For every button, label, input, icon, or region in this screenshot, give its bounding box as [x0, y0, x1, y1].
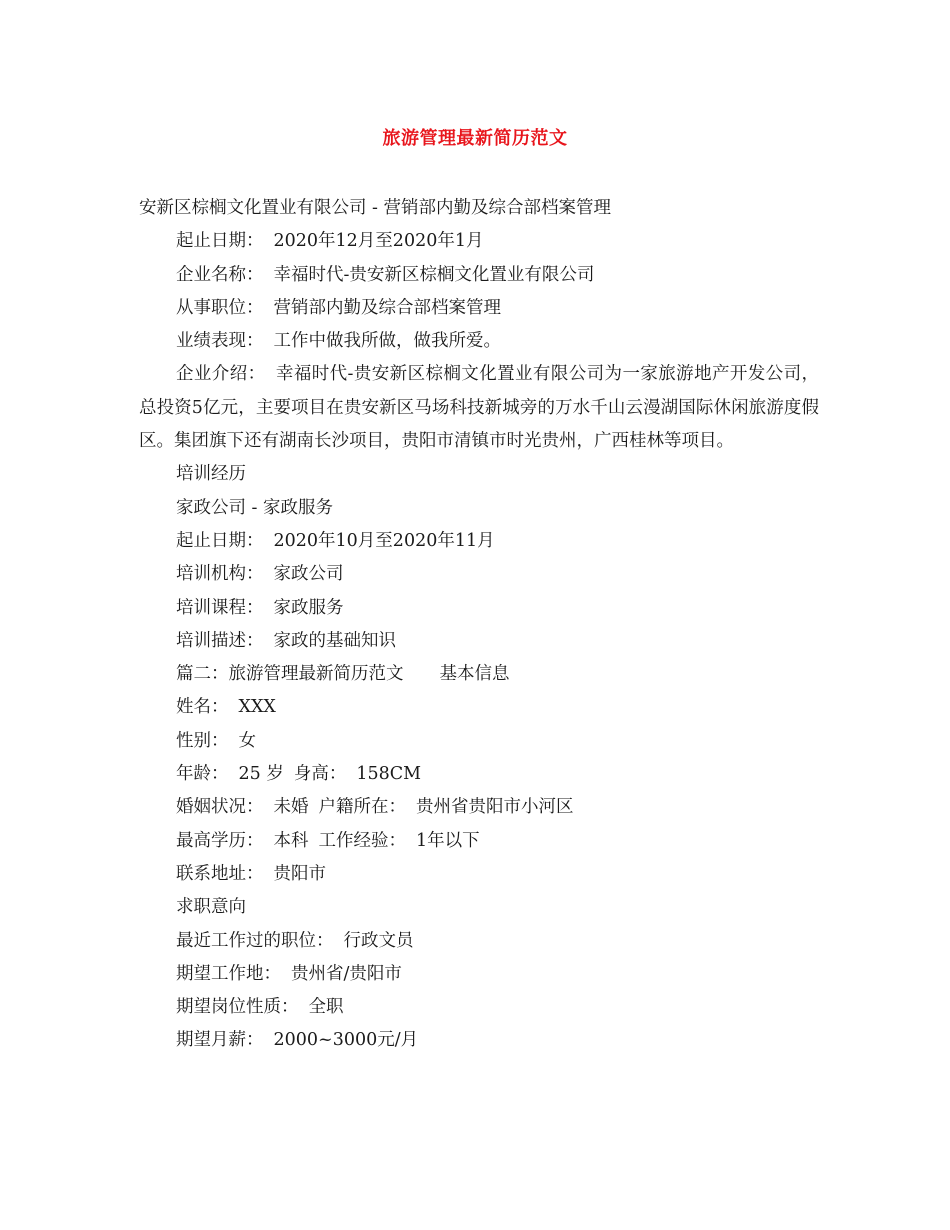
job-position-row — [139, 292, 819, 325]
recent-position-value: 行政文员 — [343, 930, 414, 951]
training-period-label: 起止日期： — [176, 530, 264, 551]
job-heading: 安新区棕榈文化置业有限公司 - 营销部内勤及综合部档案管理 — [139, 198, 612, 218]
training-course-row — [139, 592, 819, 625]
age-label: 年龄： — [176, 764, 229, 785]
job-company-row — [139, 259, 819, 292]
expected-salary-label: 期望月薪： — [176, 1030, 264, 1051]
exp-value: 1年以下 — [416, 830, 480, 851]
recent-position-label: 最近工作过的职位： — [176, 930, 334, 951]
training-org-value: 家政公司 — [273, 564, 344, 585]
training-org-row — [139, 558, 819, 591]
training-desc-label: 培训描述： — [176, 630, 264, 651]
hukou-value: 贵州省贵阳市小河区 — [416, 797, 574, 818]
hukou-label: 户籍所在： — [318, 797, 406, 818]
edu-value: 本科 — [273, 830, 309, 851]
job-position-value: 营销部内勤及综合部档案管理 — [273, 297, 501, 318]
job-period-row — [139, 225, 819, 258]
training-course-label: 培训课程： — [176, 597, 264, 618]
job-performance-label: 业绩表现： — [176, 331, 264, 352]
job-intro-label: 企业介绍： — [176, 364, 266, 385]
job-period-value: 2020年12月至2020年1月 — [273, 231, 484, 252]
expected-location-label: 期望工作地： — [176, 963, 281, 984]
expected-location-value: 贵州省/贵阳市 — [291, 963, 402, 984]
marital-hukou-row — [139, 791, 819, 824]
job-period-label: 起止日期： — [176, 231, 264, 252]
job-position-label: 从事职位： — [176, 297, 264, 318]
gender-value: 女 — [238, 730, 256, 751]
part2-heading: 篇二：旅游管理最新简历范文 — [176, 664, 404, 685]
height-value: 158CM — [356, 764, 422, 785]
job-nature-row — [139, 991, 819, 1024]
recent-position-row — [139, 925, 819, 958]
edu-exp-row — [139, 825, 819, 858]
gender-label: 性别： — [176, 730, 229, 751]
part2-heading-row — [139, 658, 819, 691]
marital-value: 未婚 — [273, 797, 309, 818]
job-nature-value: 全职 — [308, 997, 344, 1018]
job-intro-paragraph — [139, 358, 819, 458]
marital-label: 婚姻状况： — [176, 797, 264, 818]
expected-salary-row — [139, 1024, 819, 1057]
name-label: 姓名： — [176, 697, 229, 718]
name-row — [139, 691, 819, 724]
job-company-label: 企业名称： — [176, 264, 264, 285]
training-item-heading: 家政公司 - 家政服务 — [176, 497, 334, 518]
address-row — [139, 858, 819, 891]
gender-row — [139, 725, 819, 758]
expected-salary-value: 2000~3000元/月 — [273, 1030, 419, 1051]
height-label: 身高： — [293, 764, 347, 785]
address-value: 贵阳市 — [273, 863, 326, 884]
address-label: 联系地址： — [176, 863, 264, 884]
job-intro-value: 幸福时代-贵安新区棕榈文化置业有限公司为一家旅游地产开发公司，总投资5亿元，主要项目在贵安新区马场科技新城旁的万水千山云漫湖国际休闲旅游度假区。集团旗下还有湖南长沙项目，贵阳市清镇市时光贵州，广西桂林等项目。 — [139, 364, 819, 452]
part2-sub-heading: 基本信息 — [439, 664, 510, 685]
job-nature-label: 期望岗位性质： — [176, 997, 299, 1018]
age-value: 25 岁 — [238, 764, 284, 785]
intent-heading: 求职意向 — [176, 897, 246, 918]
expected-location-row — [139, 958, 819, 991]
job-performance-row — [139, 325, 819, 358]
job-company-value: 幸福时代-贵安新区棕榈文化置业有限公司 — [273, 264, 595, 285]
job-performance-value: 工作中做我所做，做我所爱。 — [273, 331, 501, 352]
training-desc-row — [139, 625, 819, 658]
training-heading: 培训经历 — [176, 464, 246, 485]
training-org-label: 培训机构： — [176, 564, 264, 585]
age-height-row — [139, 758, 819, 791]
training-period-value: 2020年10月至2020年11月 — [273, 530, 495, 551]
name-value: XXX — [238, 697, 276, 718]
training-desc-value: 家政的基础知识 — [273, 630, 396, 651]
training-period-row — [139, 525, 819, 558]
document-title: 旅游管理最新简历范文 — [382, 128, 568, 149]
document-body — [139, 192, 819, 1058]
training-course-value: 家政服务 — [273, 597, 344, 618]
edu-label: 最高学历： — [176, 830, 264, 851]
exp-label: 工作经验： — [318, 830, 406, 851]
